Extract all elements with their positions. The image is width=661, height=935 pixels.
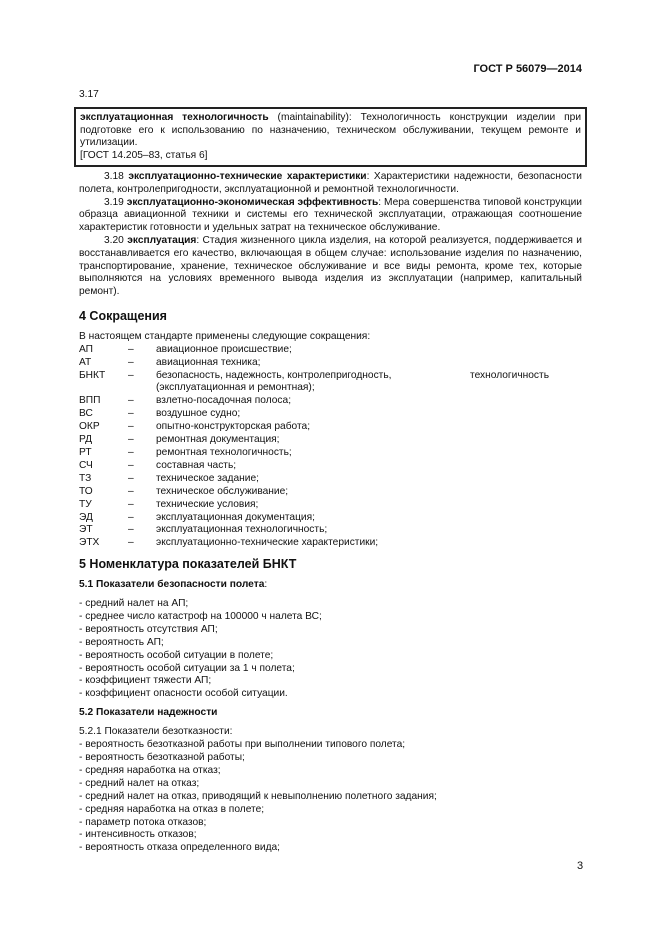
list-item: - средняя наработка на отказ в полете;: [79, 803, 265, 815]
abbreviation-row: [79, 344, 582, 357]
list-item: - интенсивность отказов;: [79, 829, 197, 841]
abbreviation-row: [79, 473, 582, 486]
abbreviation-list: [79, 344, 582, 551]
list-item: - вероятность АП;: [79, 636, 164, 648]
list-item: - коэффициент опасности особой ситуации.: [79, 688, 288, 700]
page-content: [79, 89, 582, 855]
abbreviation-code: СЧ: [79, 459, 93, 471]
page-number: 3: [577, 860, 584, 872]
abbreviation-row: [79, 421, 582, 434]
abbreviation-text: ремонтная технологичность;: [156, 447, 292, 458]
abbreviation-text: эксплуатационная документация;: [156, 511, 315, 523]
section-4-intro: В настоящем стандарте применены следующие сокращения:: [79, 330, 371, 342]
abbreviation-row: [79, 460, 582, 473]
list-item: - вероятность безотказной работы при выполнении типового полета;: [79, 739, 406, 751]
term-3-17-number: 3.17: [79, 89, 99, 100]
abbreviation-text-part1: безопасность, надежность, контролепригодность,: [156, 369, 392, 381]
abbreviation-row: [79, 408, 582, 421]
abbreviation-text: авиационная техника;: [156, 356, 261, 368]
term-3-17-box: [74, 107, 587, 167]
abbreviation-dash: –: [128, 485, 134, 497]
list-item: - параметр потока отказов;: [79, 816, 207, 828]
abbreviation-text: воздушное судно;: [156, 408, 241, 420]
abbreviation-code: ВС: [79, 408, 93, 420]
abbreviation-dash: –: [128, 472, 134, 484]
list-item: - средний налет на отказ;: [79, 777, 200, 789]
abbreviation-row: [79, 357, 582, 370]
abbreviation-dash: –: [128, 447, 134, 458]
abbreviation-code: АП: [79, 343, 94, 355]
abbreviation-text: ремонтная документация;: [156, 434, 280, 446]
abbreviation-text: опытно-конструкторская работа;: [156, 421, 311, 433]
abbreviation-dash: –: [128, 459, 134, 471]
term-3-20: 3.20 эксплуатация: Стадия жизненного цикла изделия, на которой реализуется, поддерживается и восстанавливается его качество, включающая в общем случае: использование изделия по назначению, транспортирование, хранение, техническое обслуживание и все виды ремонта, кроме тех, которые выполняются на условиях временного вывода изделия из эксплуатации (например, капитальный ремонт).: [79, 234, 582, 298]
abbreviation-row: [79, 537, 582, 550]
abbreviation-text-part3: (эксплуатационная и ремонтная);: [156, 382, 315, 394]
abbreviation-code: БНКТ: [79, 369, 106, 381]
term-3-17-term: эксплуатационная технологичность: [80, 111, 269, 123]
abbreviation-row: [79, 370, 582, 396]
abbreviation-row: [79, 499, 582, 512]
document-header: ГОСТ Р 56079—2014: [473, 63, 582, 75]
abbreviation-code: ВПП: [79, 395, 101, 407]
abbreviation-code: ЭТ: [79, 524, 93, 536]
abbreviation-dash: –: [128, 356, 134, 368]
abbreviation-row: [79, 486, 582, 499]
section-4-title: 4 Сокращения: [79, 308, 167, 323]
term-3-17-text: (maintainability): Технологичность конструкции изделии при подготовке его к использованию по назначению, техническом обслуживании, текущем ремонте и утилизации.: [80, 111, 582, 149]
abbreviation-code: РД: [79, 434, 93, 446]
reliability-indicators-list: [79, 739, 582, 855]
abbreviation-dash: –: [128, 395, 134, 407]
abbreviation-text: [156, 370, 582, 396]
safety-indicators-list: [79, 598, 582, 701]
abbreviation-text: авиационное происшествие;: [156, 343, 292, 355]
abbreviation-dash: –: [128, 369, 134, 381]
abbreviation-text: эксплуатационная технологичность;: [156, 524, 328, 536]
abbreviation-dash: –: [128, 511, 134, 523]
term-3-17-ref: [ГОСТ 14.205–83, статья 6]: [80, 150, 208, 162]
abbreviation-code: ТО: [79, 485, 93, 497]
section-5-2-1-title: 5.2.1 Показатели безотказности:: [79, 726, 233, 738]
abbreviation-row: [79, 512, 582, 525]
list-item: - средний налет на отказ, приводящий к невыполнению полетного задания;: [79, 790, 437, 802]
abbreviation-dash: –: [128, 434, 134, 446]
list-item: - средний налет на АП;: [79, 598, 189, 610]
abbreviation-text: технические условия;: [156, 498, 259, 510]
abbreviation-text-part2: технологичность: [470, 369, 549, 381]
abbreviation-dash: –: [128, 498, 134, 510]
abbreviation-dash: –: [128, 537, 134, 549]
list-item: - вероятность безотказной работы;: [79, 752, 245, 763]
abbreviation-code: ЭД: [79, 511, 93, 523]
abbreviation-code: ТЗ: [79, 472, 92, 484]
abbreviation-row: [79, 524, 582, 537]
abbreviation-text: взлетно-посадочная полоса;: [156, 395, 292, 407]
list-item: - вероятность особой ситуации за 1 ч полета;: [79, 662, 295, 674]
list-item: - средняя наработка на отказ;: [79, 764, 221, 776]
list-item: - вероятность отказа определенного вида;: [79, 842, 281, 854]
term-3-18: 3.18 эксплуатационно-технические характеристики: Характеристики надежности, безопасности полета, контролепригодности, эксплуатационной и ремонтной технологичности.: [79, 170, 582, 195]
section-5-title: 5 Номенклатура показателей БНКТ: [79, 557, 297, 572]
abbreviation-row: [79, 447, 582, 460]
list-item: - вероятность особой ситуации в полете;: [79, 649, 274, 661]
abbreviation-text: составная часть;: [156, 459, 237, 471]
abbreviation-code: ТУ: [79, 498, 92, 510]
abbreviation-text: техническое обслуживание;: [156, 485, 289, 497]
abbreviation-code: ЭТХ: [79, 537, 100, 549]
abbreviation-dash: –: [128, 421, 134, 433]
term-3-19: 3.19 эксплуатационно-экономическая эффективность: Мера совершенства типовой конструкции образца авиационной техники и системы его технической эксплуатации, отражающая соотношение характеристик готовности и удельных затрат на техническое обслуживание.: [79, 196, 582, 234]
abbreviation-row: [79, 395, 582, 408]
abbreviation-code: РТ: [79, 447, 92, 458]
abbreviation-code: АТ: [79, 356, 92, 368]
list-item: - вероятность отсутствия АП;: [79, 623, 218, 635]
abbreviation-dash: –: [128, 408, 134, 420]
list-item: - коэффициент тяжести АП;: [79, 675, 212, 687]
section-5-2-title: 5.2 Показатели надежности: [79, 707, 218, 719]
abbreviation-code: ОКР: [79, 421, 100, 433]
list-item: - среднее число катастроф на 100000 ч налета ВС;: [79, 610, 322, 622]
abbreviation-dash: –: [128, 343, 134, 355]
abbreviation-text: эксплуатационно-технические характеристики;: [156, 537, 379, 549]
section-5-1-title: 5.1 Показатели безопасности полета:: [79, 579, 268, 591]
abbreviation-dash: –: [128, 524, 134, 536]
abbreviation-text: техническое задание;: [156, 472, 259, 484]
abbreviation-row: [79, 434, 582, 447]
